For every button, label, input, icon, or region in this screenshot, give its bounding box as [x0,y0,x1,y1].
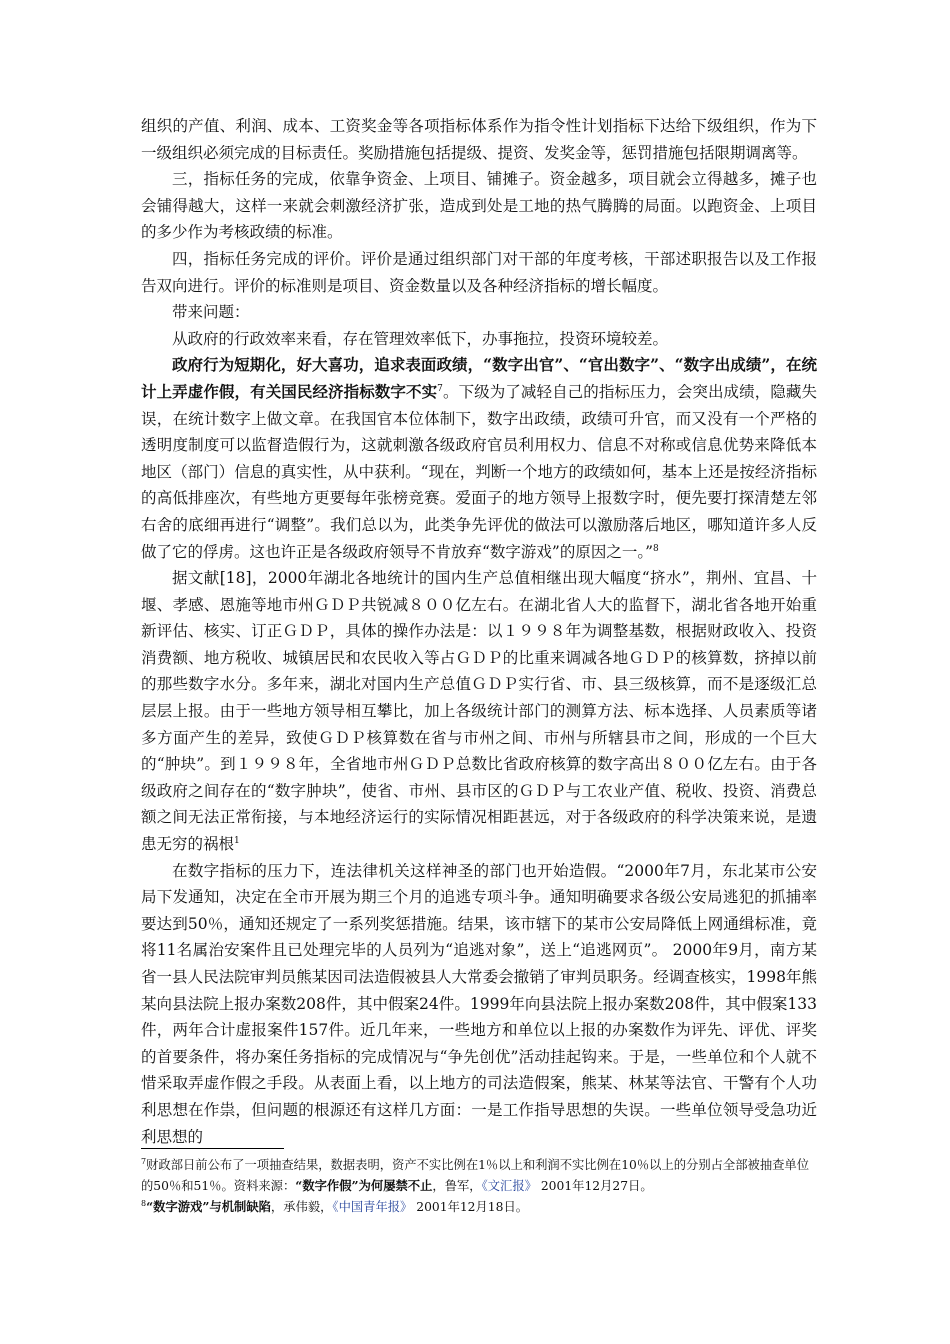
source-title: “数字作假”为何屡禁不止 [295,1177,433,1193]
footnote-8 [141,1197,817,1218]
footnote-separator [141,1148,284,1149]
source-journal-link[interactable]: 《中国青年报》 [332,1199,413,1214]
paragraph-7 [141,565,817,858]
paragraph-3: 四，指标任务完成的评价。评价是通过组织部门对干部的年度考核，干部述职报告以及工作报告双向进行。评价的标准则是项目、资金数量以及各种经济指标的增长幅度。 [141,249,817,295]
paragraph-2: 三，指标任务的完成，依靠争资金、上项目、铺摊子。资金越多，项目就会立得越多，摊子也会铺得越大，这样一来就会刺激经济扩张，造成到处是工地的热气腾腾的局面。以跑资金、上项目的多少作为考核政绩的标准。 [141,170,817,242]
paragraph-7-body: 据文献[18]，2000年湖北各地统计的国内生产总值相继出现大幅度“挤水”，荆州、宜昌、十堰、孝感、恩施等地市州ＧＤＰ共锐减８００亿左右。在湖北省人大的监督下，湖北省各地开始重新评估、核实、订正ＧＤＰ，具体的操作办法是：以１９９８年为调整基数，根据财政收入、投资消费额、地方税收、城镇居民和农民收入等占ＧＤＰ的比重来调减各地ＧＤＰ的核算数，挤掉以前的那些数字水分。多年来，湖北对国内生产总值ＧＤＰ实行省、市、县三级核算，而不是逐级汇总层层上报。由于一些地方领导相互攀比，加上各级统计部门的测算方法、标本选择、人员素质等诸多方面产生的差异，致使ＧＤＰ核算数在省与市州之间、市州与所辖县市之间，形成的一个巨大的“肿块”。到１９９８年，全省地市州ＧＤＰ总数比省政府核算的数字高出８００亿左右。由于各级政府之间存在的“数字肿块”，使省、市州、县市区的ＧＤＰ与工农业产值、税收、投资、消费总额之间无法正常衔接，与本地经济运行的实际情况相距甚远，对于各级政府的科学决策来说，是遗患无穷的祸根 [141,569,817,854]
paragraph-6 [141,352,817,565]
source-date: 2001年12月27日。 [536,1178,653,1193]
paragraph-6-body: 。下级为了减轻自己的指标压力，会突出成绩，隐藏失误，在统计数字上做文章。在我国官本位体制下，数字出政绩，政绩可升官，而又没有一个严格的透明度制度可以监督造假行为，这就刺激各级政府官员利用权力、信息不对称或信息优势来降低本地区（部门）信息的真实性，从中获利。“现在，判断一个地方的政绩如何，基本上还是按经济指标的高低排座次，有些地方更要每年张榜竞赛。爱面子的地方领导上报数字时，便先要打探清楚左邻右舍的底细再进行“调整”。我们总以为，此类争先评优的做法可以激励落后地区，哪知道许多人反做了它的俘虏。这也许正是各级政府领导不肯放弃“数字游戏”的原因之一。” [141,382,817,561]
source-date: 2001年12月18日。 [412,1199,529,1214]
source-author: ，承伟毅， [270,1199,333,1214]
footnote-ref-1[interactable]: 1 [234,835,240,846]
footnote-ref-8[interactable]: 8 [653,543,659,554]
bold-lead-text: 政府行为短期化，好大喜功，追求表面政绩，“数字出官”、“官出数字”、“数字出成绩”，在统计上弄虚作假，有关国民经济指标数字不实 [141,355,817,401]
source-author: ，鲁军， [432,1178,482,1193]
paragraph-5: 从政府的行政效率来看，存在管理效率低下，办事拖拉，投资环境较差。 [172,329,669,348]
source-journal-link[interactable]: 《文汇报》 [481,1178,537,1193]
source-title: “数字游戏”与机制缺陷 [146,1198,271,1214]
footnote-text: 财政部日前公布了一项抽查结果，数据表明，资产不实比例在1％以上和利润不实比例在10％以上的分别占全部被抽查单位的50％和51％。资料来源： [141,1158,810,1193]
paragraph-4: 带来问题： [172,303,250,322]
footnote-ref-7[interactable]: 7 [437,383,443,394]
footnotes [141,1156,817,1217]
paragraph-1: 组织的产值、利润、成本、工资奖金等各项指标体系作为指令性计划指标下达给下级组织，作为下一级组织必须完成的目标责任。奖励措施包括提级、提资、发奖金等，惩罚措施包括限期调离等。 [141,117,817,162]
footnote-mark: 7 [141,1156,147,1166]
footnote-mark: 8 [141,1198,147,1208]
footnote-7 [141,1156,817,1197]
paragraph-8: 在数字指标的压力下，连法律机关这样神圣的部门也开始造假。“2000年7月，东北某市公安局下发通知，决定在全市开展为期三个月的追逃专项斗争。通知明确要求各级公安局逃犯的抓捕率要达到50％，通知还规定了一系列奖惩措施。结果，该市辖下的某市公安局降低上网通缉标准，竟将11名属治安案件且已处理完毕的人员列为“追逃对象”，送上“追逃网页”。 2000年9月，南方某省一县人民法院审判员熊某因司法造假被县人大常委会撤销了审判员职务。经调查核实，1998年熊某向县法院上报办案数208件，其中假案24件。1999年向县法院上报办案数208件，其中假案133件，两年合计虚报案件157件。近几年来，一些地方和单位以上报的办案数作为评先、评优、评奖的首要条件，将办案任务指标的完成情况与“争先创优”活动挂起钩来。于是，一些单位和个人就不惜采取弄虚作假之手段。从表面上看，以上地方的司法造假案，熊某、林某等法官、干警有个人功利思想在作祟，但问题的根源还有这样几方面：一是工作指导思想的失误。一些单位领导受急功近利思想的 [141,861,817,1146]
body-text [141,113,817,1150]
